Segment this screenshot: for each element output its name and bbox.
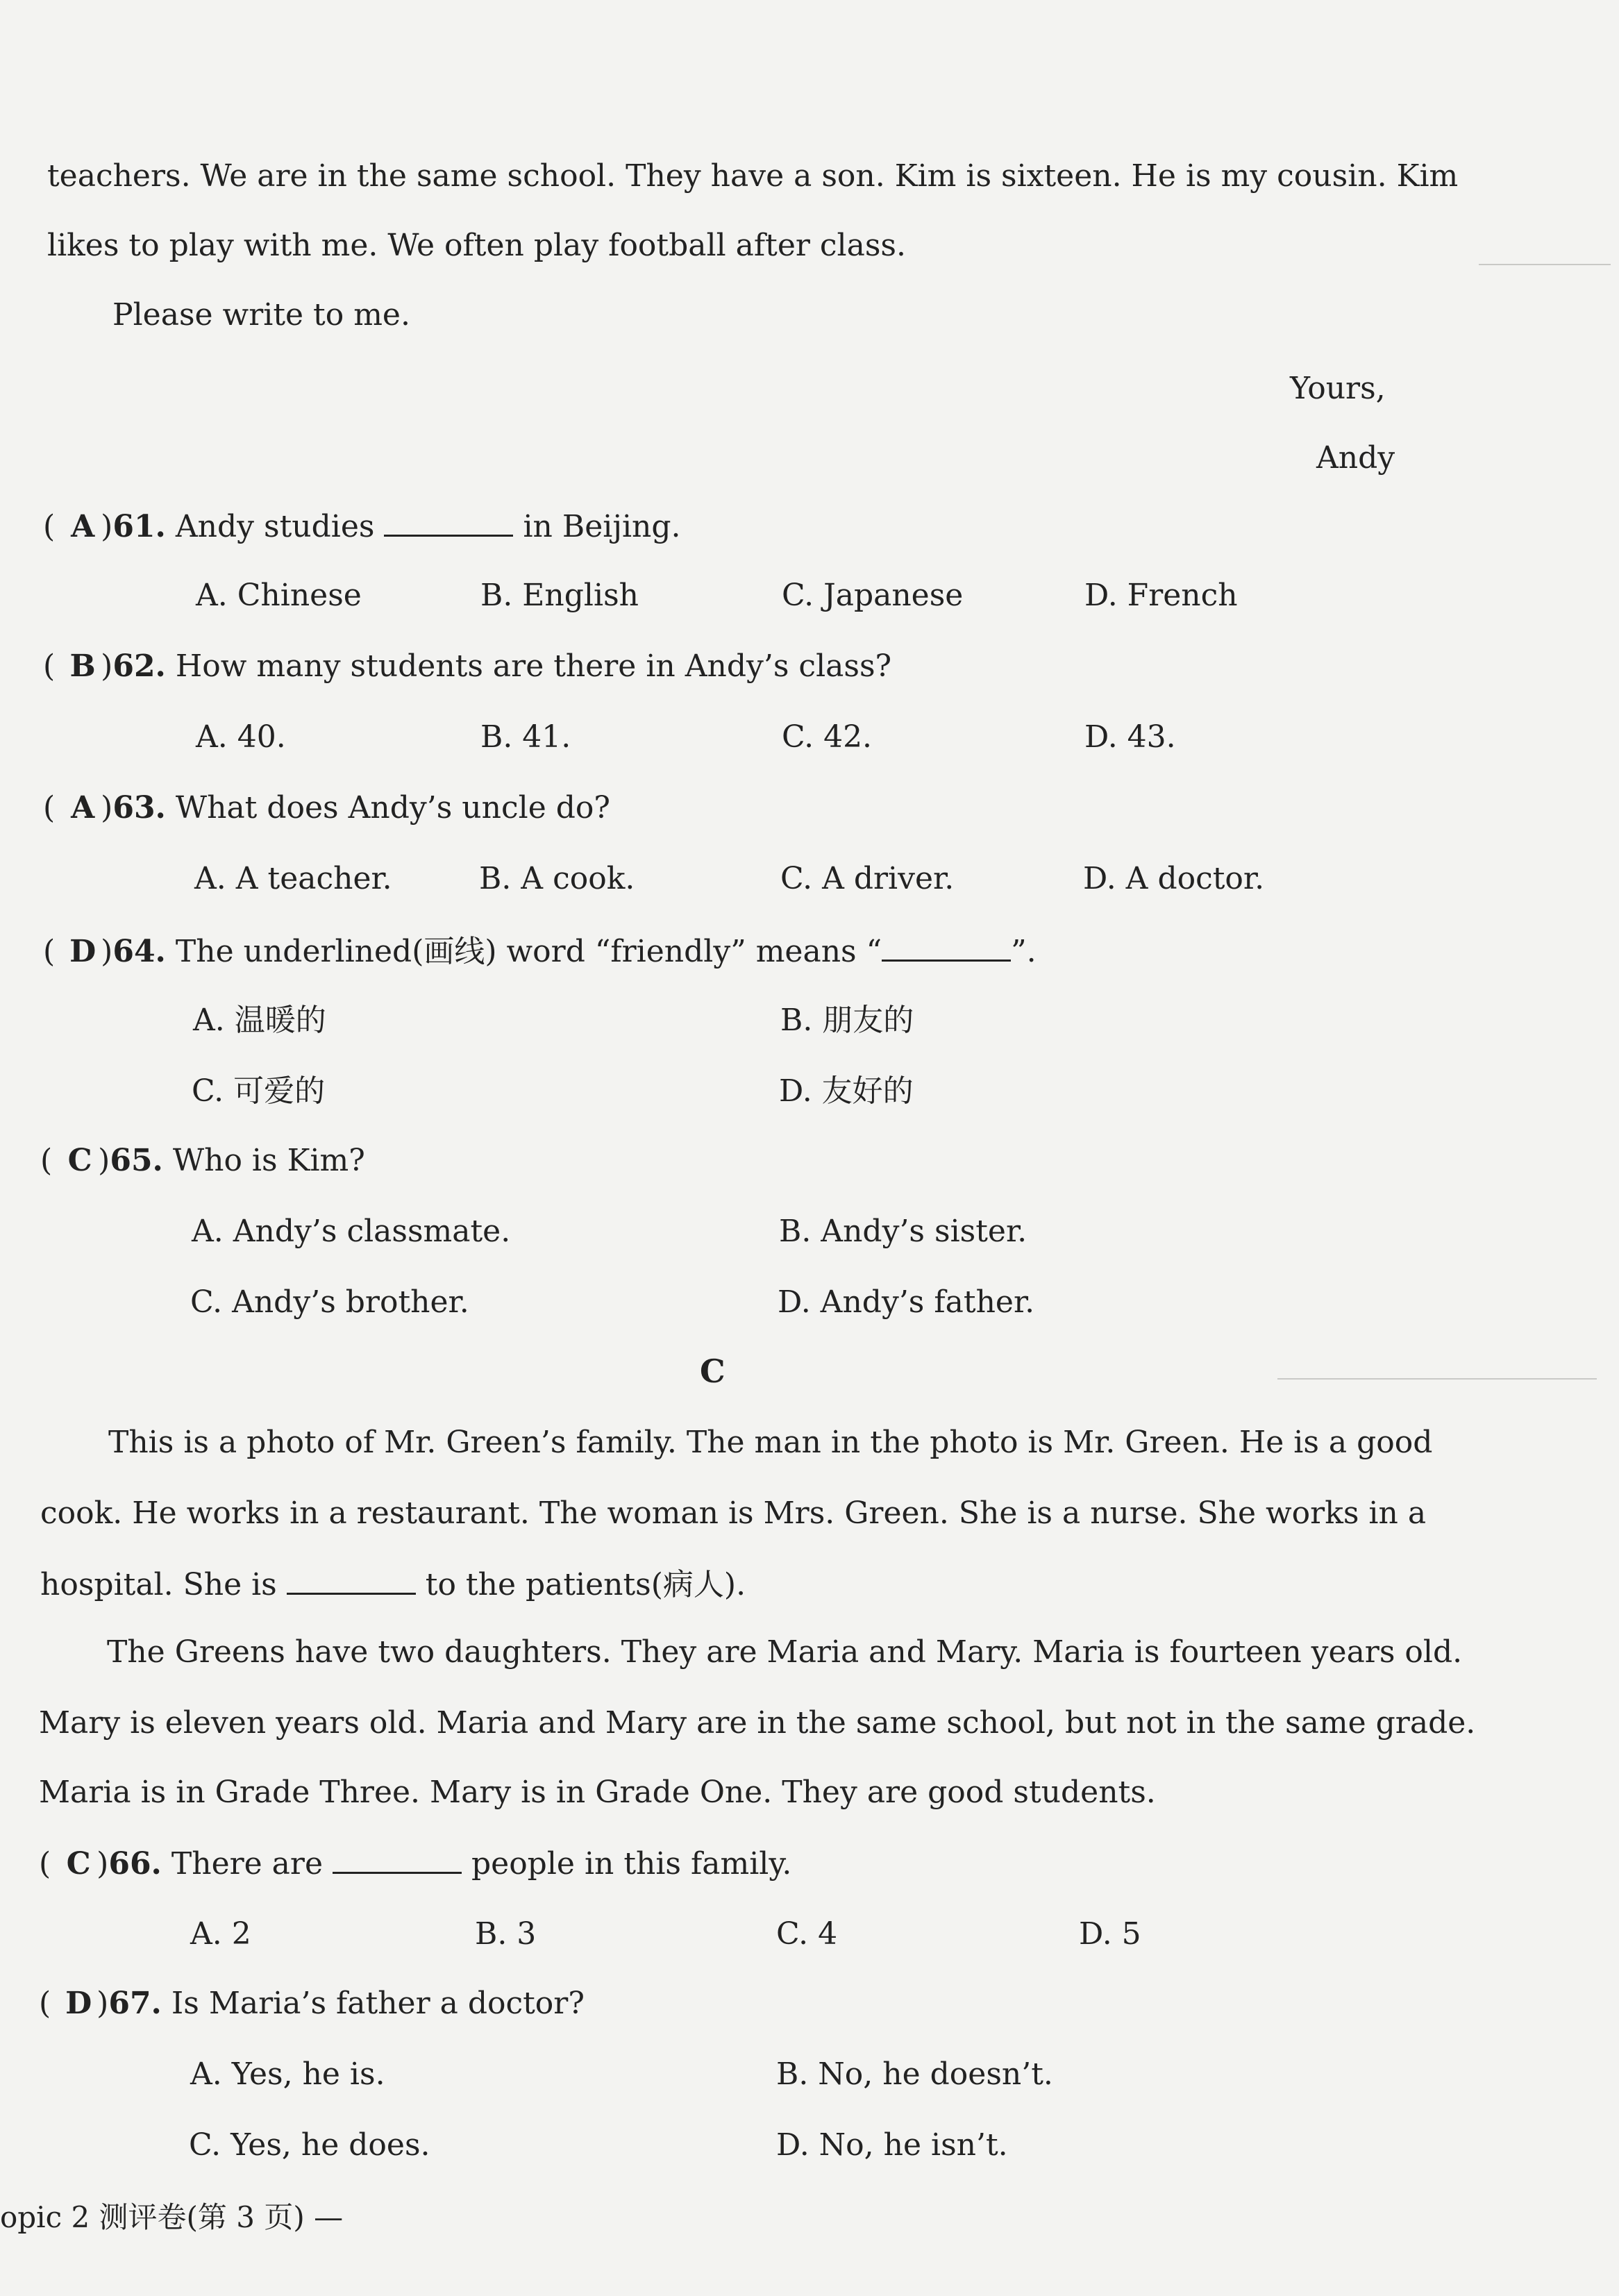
question-number: 61. <box>112 509 166 544</box>
page-footer: opic 2 测评卷(第 3 页) — <box>0 2200 344 2234</box>
section-heading: C <box>700 1352 725 1390</box>
answer-mark: D <box>69 934 97 969</box>
passage-line: Please write to me. <box>112 297 410 333</box>
option-d: D. Andy’s father. <box>778 1284 1035 1320</box>
option-b: B. 朋友的 <box>780 1003 914 1038</box>
option-a: A. Andy’s classmate. <box>192 1214 511 1249</box>
answer-mark: A <box>71 509 95 544</box>
question-stem: Is Maria’s father a doctor? <box>171 1986 585 2021</box>
option-c: C. 可爱的 <box>192 1073 326 1109</box>
question-number: 65. <box>110 1143 163 1178</box>
question-63: ( A )63. What does Andy’s uncle do? <box>43 787 610 829</box>
option-a: A. Chinese <box>196 578 362 613</box>
question-stem: Who is Kim? <box>172 1143 365 1178</box>
option-c: C. A driver. <box>780 861 955 896</box>
passage-line: teachers. We are in the same school. They have a son. Kim is sixteen. He is my cousin. Kim <box>47 158 1459 194</box>
option-d: D. A doctor. <box>1083 861 1265 896</box>
answer-blank <box>384 504 513 537</box>
option-d: D. 5 <box>1079 1916 1141 1952</box>
question-stem: What does Andy’s uncle do? <box>175 790 610 826</box>
question-61: ( A )61. Andy studies in Beijing. <box>43 504 681 548</box>
passage-line: Maria is in Grade Three. Mary is in Grade One. They are good students. <box>39 1775 1156 1810</box>
passage-line: likes to play with me. We often play football after class. <box>47 228 906 263</box>
answer-mark: A <box>71 790 95 826</box>
option-d: D. French <box>1084 578 1238 613</box>
option-d: D. 43. <box>1084 719 1176 755</box>
passage-text: to the patients(病人). <box>425 1567 746 1602</box>
question-stem: The underlined(画线) word “friendly” means “ <box>175 934 882 969</box>
question-64: ( D )64. The underlined(画线) word “friendly” means “ ”. <box>43 929 1037 973</box>
option-b: B. No, he doesn’t. <box>776 2056 1053 2092</box>
question-67: ( D )67. Is Maria’s father a doctor? <box>39 1983 585 2025</box>
option-c: C. Yes, he does. <box>189 2127 430 2163</box>
question-number: 63. <box>112 790 166 826</box>
answer-blank <box>882 929 1011 962</box>
option-d: D. 友好的 <box>779 1073 914 1109</box>
option-b: B. Andy’s sister. <box>779 1214 1027 1249</box>
option-a: A. Yes, he is. <box>190 2056 385 2092</box>
scan-artifact <box>1479 264 1611 265</box>
question-stem: How many students are there in Andy’s class? <box>175 648 892 684</box>
option-a: A. 40. <box>196 719 286 755</box>
option-a: A. 2 <box>190 1916 251 1952</box>
question-stem: people in this family. <box>471 1846 792 1882</box>
question-66: ( C )66. There are people in this family. <box>39 1841 791 1885</box>
answer-mark: C <box>67 1143 92 1178</box>
answer-mark: B <box>69 648 96 684</box>
option-b: B. A cook. <box>479 861 635 896</box>
passage-line: cook. He works in a restaurant. The woman is Mrs. Green. She is a nurse. She works in a <box>40 1495 1427 1531</box>
option-b: B. 3 <box>475 1916 537 1952</box>
answer-blank <box>333 1841 462 1874</box>
answer-mark: D <box>65 1986 92 2021</box>
letter-closing: Yours, <box>1290 371 1386 406</box>
option-b: B. English <box>480 578 639 613</box>
option-a: A. 温暖的 <box>193 1003 326 1038</box>
option-c: C. Japanese <box>782 578 964 613</box>
question-65: ( C )65. Who is Kim? <box>40 1140 365 1182</box>
question-62: ( B )62. How many students are there in Andy’s class? <box>43 646 891 687</box>
question-stem: Andy studies <box>175 509 375 544</box>
passage-line <box>40 1562 746 1606</box>
question-number: 66. <box>108 1846 162 1882</box>
option-c: C. 42. <box>782 719 873 755</box>
question-number: 62. <box>112 648 166 684</box>
question-number: 67. <box>108 1986 162 2021</box>
option-c: C. Andy’s brother. <box>190 1284 469 1320</box>
option-d: D. No, he isn’t. <box>776 2127 1008 2163</box>
passage-line: This is a photo of Mr. Green’s family. The man in the photo is Mr. Green. He is a good <box>108 1425 1433 1460</box>
option-c: C. 4 <box>776 1916 838 1952</box>
option-a: A. A teacher. <box>194 861 392 896</box>
question-stem: in Beijing. <box>523 509 681 544</box>
question-number: 64. <box>112 934 166 969</box>
passage-blank <box>287 1562 416 1595</box>
letter-signature: Andy <box>1316 440 1395 476</box>
passage-line: Mary is eleven years old. Maria and Mary are in the same school, but not in the same grade. <box>39 1705 1476 1741</box>
option-b: B. 41. <box>480 719 571 755</box>
question-stem: There are <box>171 1846 323 1882</box>
passage-text: hospital. She is <box>40 1567 277 1602</box>
question-stem: ”. <box>1011 934 1037 969</box>
answer-mark: C <box>66 1846 91 1882</box>
passage-line: The Greens have two daughters. They are Maria and Mary. Maria is fourteen years old. <box>107 1634 1463 1670</box>
scan-artifact <box>1277 1378 1597 1380</box>
